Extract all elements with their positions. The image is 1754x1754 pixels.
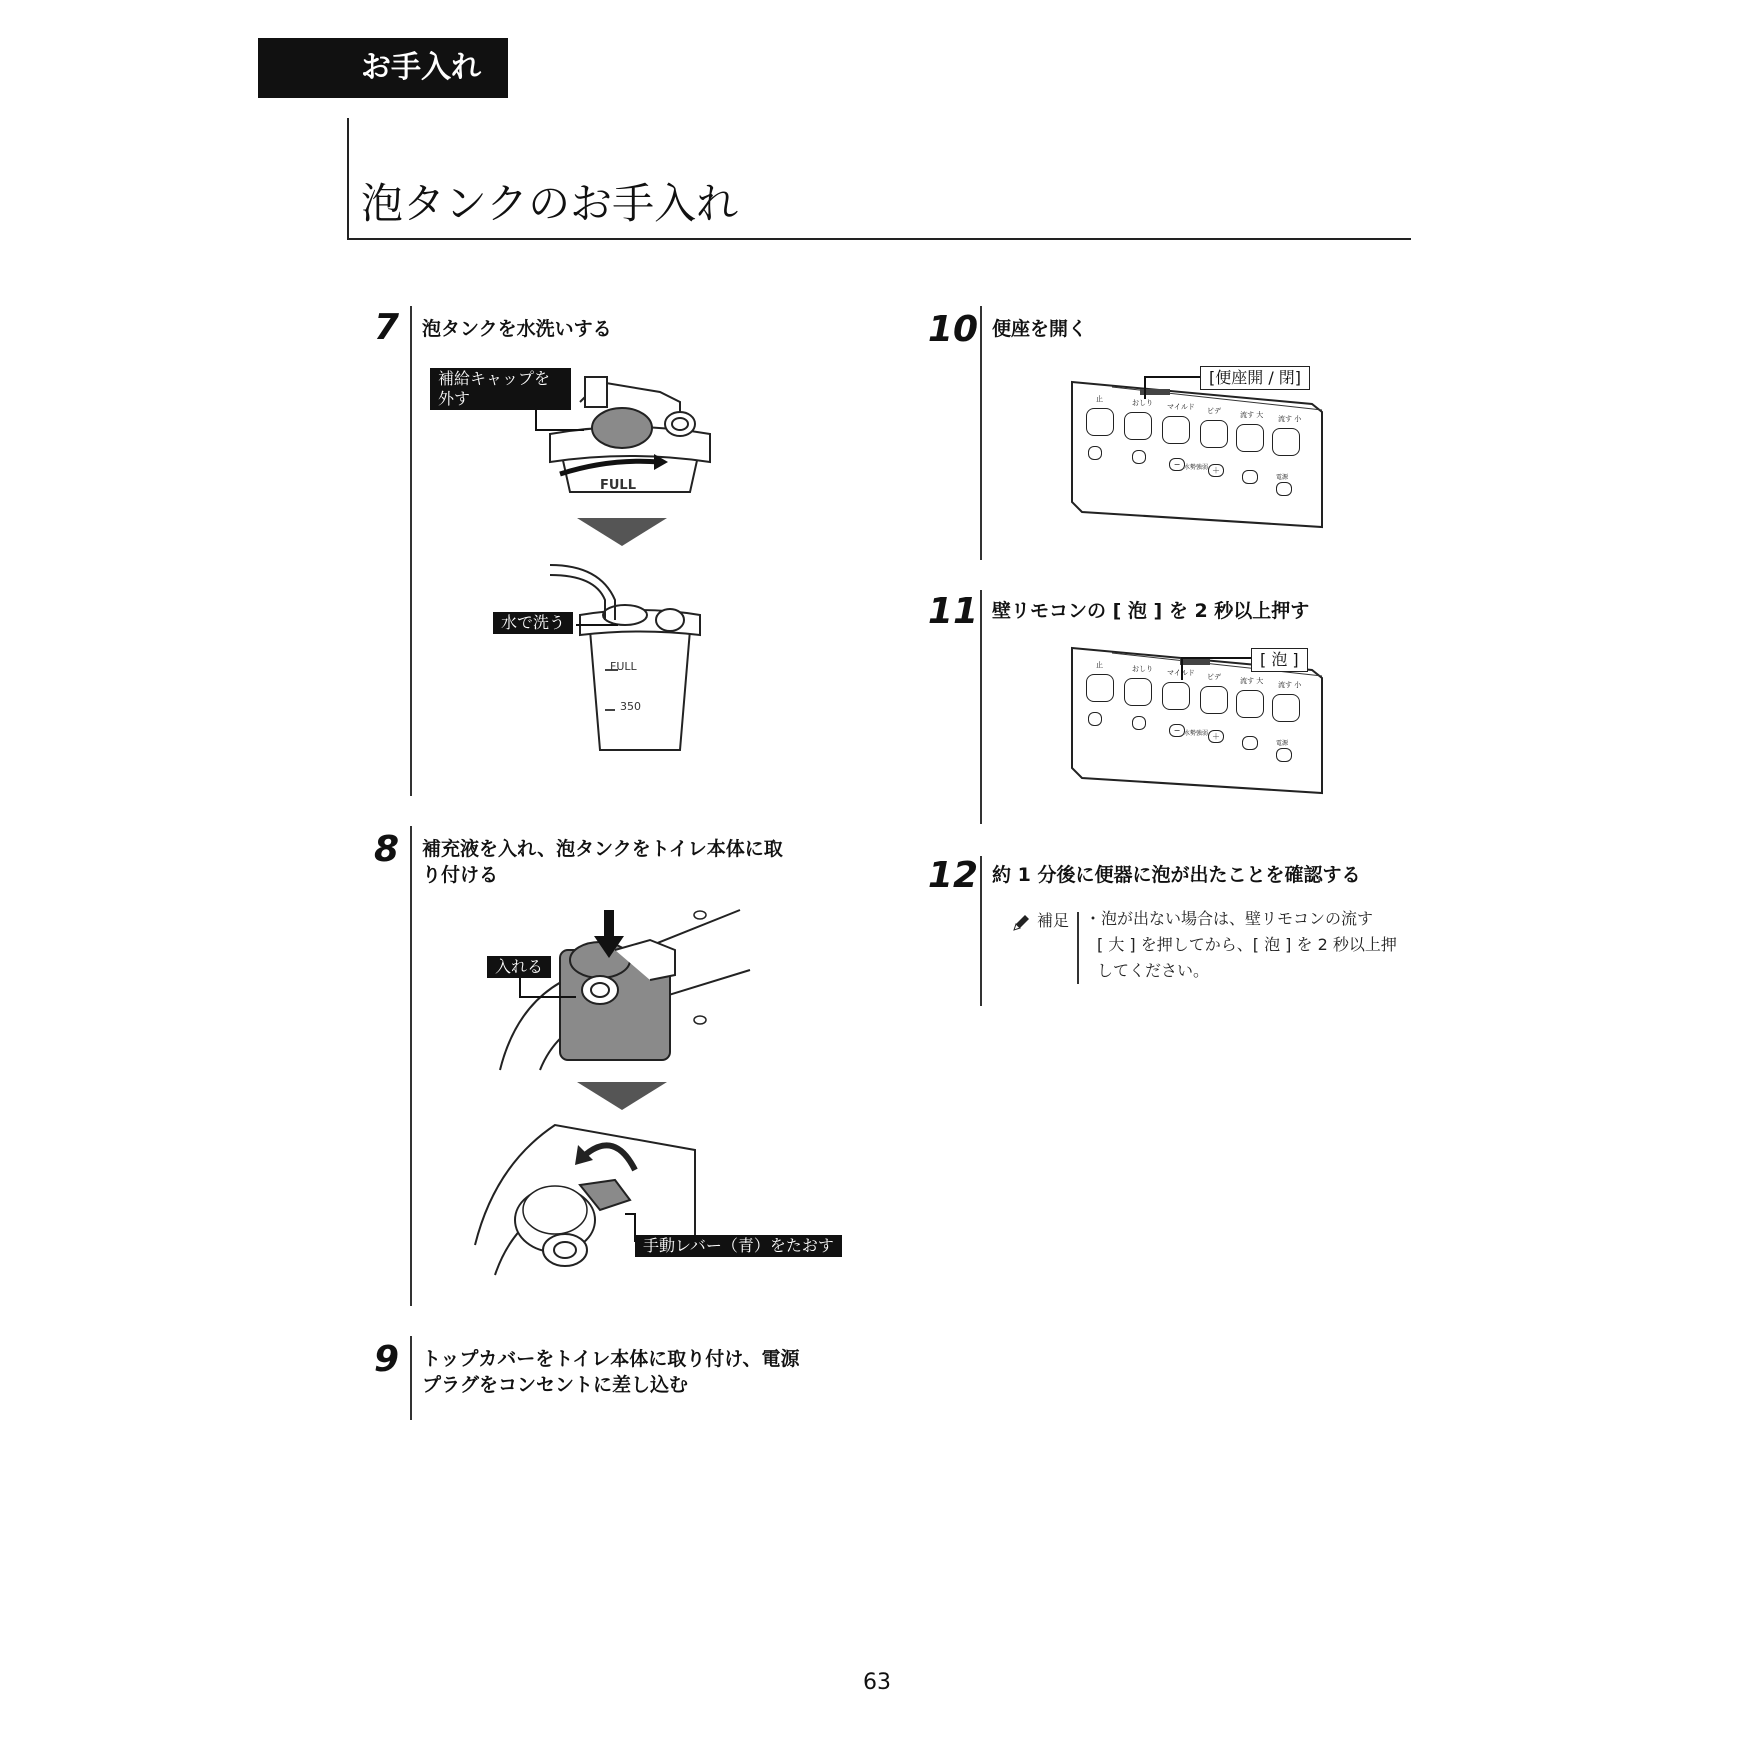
note-line-1: ・泡が出ない場合は、壁リモコンの流す (1085, 909, 1374, 928)
remote-bidet-label: ビデ (1207, 673, 1221, 681)
callout-foam: [ 泡 ] (1251, 648, 1308, 672)
step-10-number: 10 (927, 309, 978, 350)
step-9-number: 9 (373, 1339, 399, 1380)
callout-leader-seat (1143, 375, 1203, 401)
step-11-line (980, 590, 982, 824)
remote-mild-label: マイルド (1167, 403, 1195, 411)
step-9-line (410, 1336, 412, 1420)
remote-oshiri-label: おしり (1132, 399, 1153, 407)
remote-minus-button[interactable]: − (1169, 724, 1185, 737)
callout-seat-open-close: [便座開 / 閉] (1200, 366, 1310, 390)
remote-small-button-2[interactable] (1132, 450, 1146, 464)
remote-mild-button[interactable] (1162, 682, 1190, 710)
tank-350-mark: 350 (620, 700, 641, 713)
remote-oshiri-button[interactable] (1124, 412, 1152, 440)
section-tag: お手入れ (258, 38, 508, 98)
remote-small-button-2[interactable] (1132, 716, 1146, 730)
label-remove-cap: 補給キャップを外す (430, 368, 571, 410)
down-arrow-icon (577, 518, 667, 548)
remote-plus-button[interactable]: ＋ (1208, 730, 1224, 743)
label-insert: 入れる (487, 956, 551, 978)
remote-stop-label: 止 (1096, 661, 1103, 669)
remote-stop-button[interactable] (1086, 674, 1114, 702)
note-divider (1077, 912, 1079, 984)
remote-minus-button[interactable]: − (1169, 458, 1185, 471)
remote-control-1 (1072, 382, 1322, 527)
remote-plus-button[interactable]: ＋ (1208, 464, 1224, 477)
tank-wash-illustration (560, 560, 730, 760)
remote-power-label: 電源 (1276, 474, 1289, 481)
step-8-number: 8 (373, 829, 399, 870)
down-arrow-icon-2 (577, 1082, 667, 1112)
step-8-title-line2: り付ける (422, 864, 499, 886)
remote-flush-small-button[interactable] (1272, 694, 1300, 722)
tank-full-mark: FULL (600, 478, 637, 493)
remote-flush-small-button[interactable] (1272, 428, 1300, 456)
step-10-line (980, 306, 982, 560)
step-9-title-line2: プラグをコンセントに差し込む (422, 1374, 689, 1396)
tank-full-mark-2: FULL (610, 660, 637, 673)
remote-mild-label: マイルド (1167, 669, 1195, 677)
step-10-title: 便座を開く (992, 318, 1088, 340)
step-8-title-line1: 補充液を入れ、泡タンクをトイレ本体に取 (422, 838, 783, 860)
insert-arrow-icon (594, 910, 624, 960)
remote-oshiri-label: おしり (1132, 665, 1153, 673)
lever-illustration (475, 1125, 695, 1285)
page-number: 63 (863, 1670, 891, 1695)
step-7-number: 7 (373, 307, 399, 348)
remote-oshiri-button[interactable] (1124, 678, 1152, 706)
remote-flush-large-button[interactable] (1236, 424, 1264, 452)
remote-small-button-1[interactable] (1088, 446, 1102, 460)
step-8-line (410, 826, 412, 1306)
step-7-title: 泡タンクを水洗いする (422, 318, 612, 340)
note-line-3: してください。 (1097, 961, 1210, 980)
title-divider-horizontal (347, 238, 1411, 240)
remote-bidet-button[interactable] (1200, 686, 1228, 714)
remote-flush-large-label: 流す 大 (1240, 677, 1264, 685)
label-lever: 手動レバー（青）をたおす (635, 1235, 842, 1257)
step-11-title: 壁リモコンの [ 泡 ] を 2 秒以上押す (992, 600, 1310, 622)
remote-bidet-label: ビデ (1207, 407, 1221, 415)
label-leader-wash (576, 621, 626, 631)
callout-leader-foam (1180, 656, 1260, 682)
remote-power-button[interactable] (1276, 482, 1292, 496)
remote-power-button[interactable] (1276, 748, 1292, 762)
remote-flush-small-label: 流す 小 (1278, 681, 1302, 689)
remote-pressure-label: 水勢強弱 (1184, 730, 1209, 737)
remote-stop-label: 止 (1096, 395, 1103, 403)
step-11-number: 11 (927, 591, 978, 632)
label-wash: 水で洗う (493, 612, 573, 634)
remote-power-label: 電源 (1276, 740, 1289, 747)
remote-flush-small-label: 流す 小 (1278, 415, 1302, 423)
step-7-line (410, 306, 412, 796)
remote-small-button-1[interactable] (1088, 712, 1102, 726)
remote-foam-button[interactable] (1242, 470, 1258, 484)
remote-stop-button[interactable] (1086, 408, 1114, 436)
remote-bidet-button[interactable] (1200, 420, 1228, 448)
remote-flush-large-button[interactable] (1236, 690, 1264, 718)
remote-foam-button[interactable] (1242, 736, 1258, 750)
step-12-line (980, 856, 982, 1006)
title-divider-vertical (347, 118, 349, 240)
remote-pressure-label: 水勢強弱 (1184, 464, 1209, 471)
step-12-number: 12 (927, 855, 978, 896)
note-label: 補足 (1037, 911, 1070, 930)
remote-mild-button[interactable] (1162, 416, 1190, 444)
pencil-icon (1012, 914, 1030, 932)
step-12-title: 約 1 分後に便器に泡が出たことを確認する (992, 864, 1361, 886)
step-9-title-line1: トップカバーをトイレ本体に取り付け、電源 (422, 1348, 800, 1370)
label-leader-insert (520, 975, 580, 1015)
page-title: 泡タンクのお手入れ (361, 179, 739, 228)
note-line-2: [ 大 ] を押してから、[ 泡 ] を 2 秒以上押 (1097, 935, 1397, 954)
remote-flush-large-label: 流す 大 (1240, 411, 1264, 419)
